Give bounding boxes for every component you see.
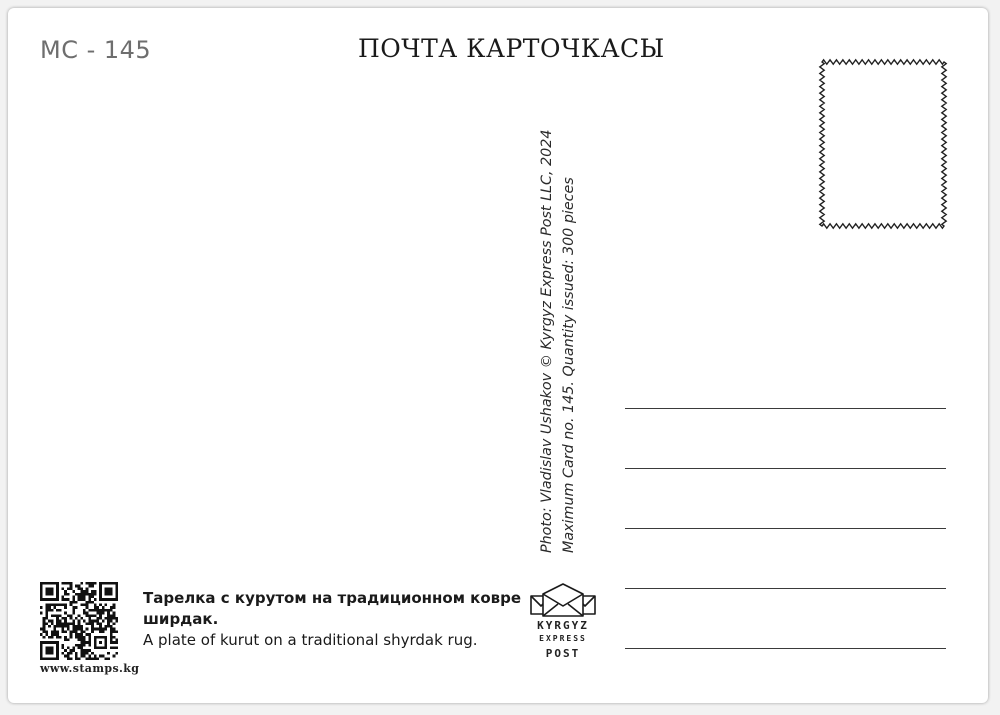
description-english: A plate of kurut on a traditional shyrdak rug. [143,631,478,649]
logo-text-line2: EXPRESS [539,634,587,643]
address-line [625,468,946,469]
address-line [625,528,946,529]
envelopes-icon [528,582,598,618]
perforated-stamp-frame-icon [818,58,948,230]
issue-info: Maximum Card no. 145. Quantity issued: 300 pieces [561,177,577,553]
card-title: ПОЧТА КАРТОЧКАСЫ [358,34,665,63]
qr-code-icon [40,582,118,660]
card-code: MC - 145 [40,36,152,64]
description-russian: Тарелка с курутом на традиционном ковре ширдак. [143,589,522,628]
address-line [625,588,946,589]
address-line [625,648,946,649]
website-link[interactable]: www.stamps.kg [40,662,140,675]
photo-credit: Photo: Vladislav Ushakov © Kyrgyz Express Post LLC, 2024 [539,129,555,553]
logo-text-line3: POST [545,647,581,660]
address-line [625,408,946,409]
postcard-back [8,8,988,703]
card-description [143,588,533,651]
vertical-credits [536,108,586,553]
logo-text-line1: KYRGYZ [537,619,589,632]
